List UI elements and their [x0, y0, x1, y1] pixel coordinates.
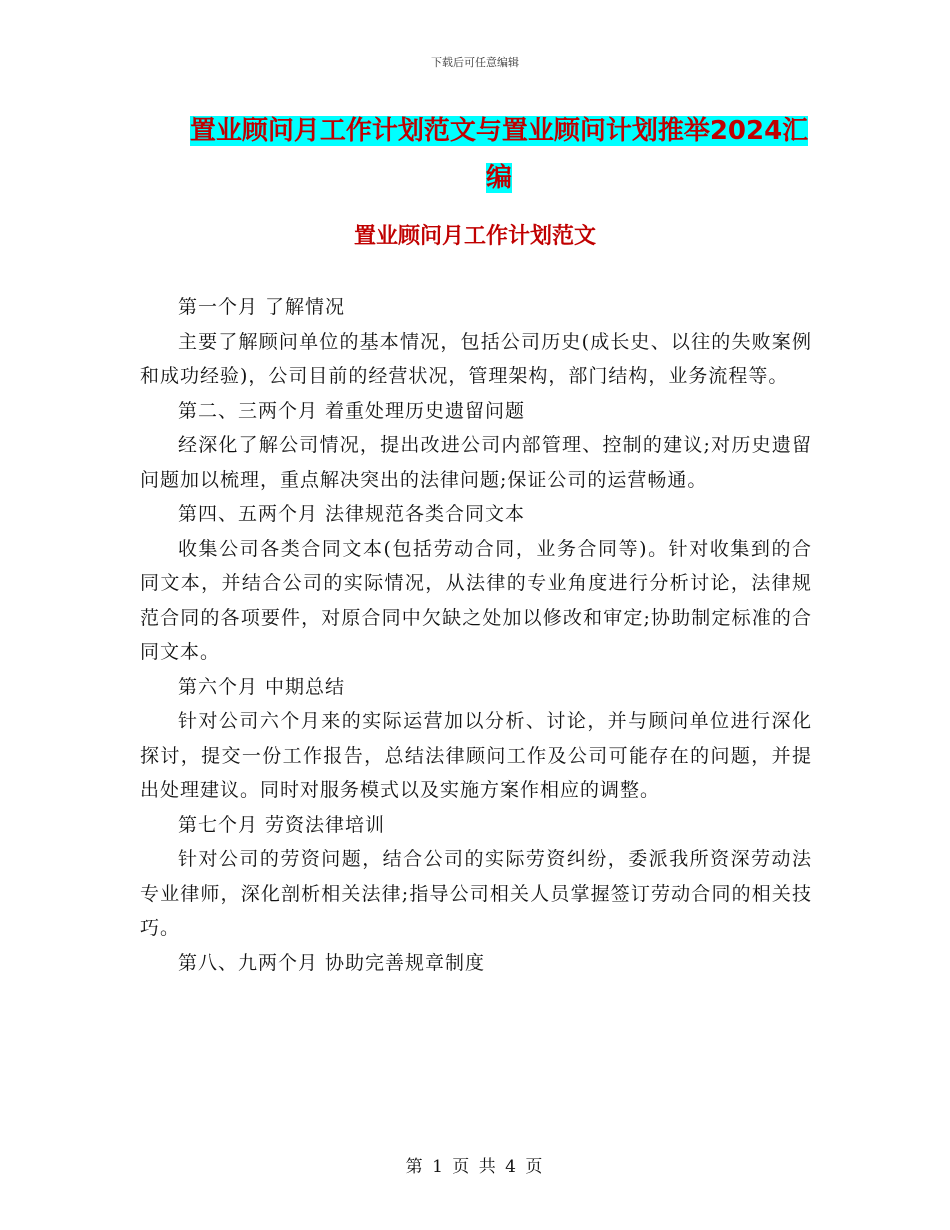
paragraph-month-7: 针对公司的劳资问题，结合公司的实际劳资纠纷，委派我所资深劳动法专业律师，深化剖析相关法律;指导公司相关人员掌握签订劳动合同的相关技巧。: [140, 848, 812, 939]
heading-month-7: 第七个月 劳资法律培训: [178, 813, 386, 836]
heading-month-1: 第一个月 了解情况: [178, 296, 346, 318]
section-title: 置业顾问月工作计划范文: [353, 224, 596, 249]
document-title-text: 置业顾问月工作计划范文与置业顾问计划推举2024汇编: [189, 116, 809, 193]
page-number: 第 1 页 共 4 页: [405, 1157, 545, 1177]
heading-month-4-5: 第四、五两个月 法律规范各类合同文本: [178, 503, 526, 525]
document-title: [188, 108, 810, 202]
paragraph-month-2-3: 经深化了解公司情况，提出改进公司内部管理、控制的建议;对历史遗留问题加以梳理，重点解决突出的法律问题;保证公司的运营畅通。: [140, 434, 812, 491]
heading-month-6: 第六个月 中期总结: [178, 675, 346, 698]
header-note: 下载后可任意编辑: [431, 56, 519, 69]
paragraph-month-4-5: 收集公司各类合同文本(包括劳动合同，业务合同等)。针对收集到的合同文本，并结合公司的实际情况，从法律的专业角度进行分析讨论，法律规范合同的各项要件，对原合同中欠缺之处加以修改和审定;协助制定标准的合同文本。: [140, 537, 812, 663]
heading-month-8-9: 第八、九两个月 协助完善规章制度: [178, 951, 486, 974]
heading-month-2-3: 第二、三两个月 着重处理历史遗留问题: [178, 399, 526, 422]
paragraph-month-6: 针对公司六个月来的实际运营加以分析、讨论，并与顾问单位进行深化探讨，提交一份工作报告，总结法律顾问工作及公司可能存在的问题，并提出处理建议。同时对服务模式以及实施方案作相应的调整。: [140, 710, 812, 801]
paragraph-month-1: 主要了解顾问单位的基本情况，包括公司历史(成长史、以往的失败案例和成功经验)，公司目前的经营状况，管理架构，部门结构，业务流程等。: [140, 330, 812, 387]
document-body: [140, 290, 812, 980]
